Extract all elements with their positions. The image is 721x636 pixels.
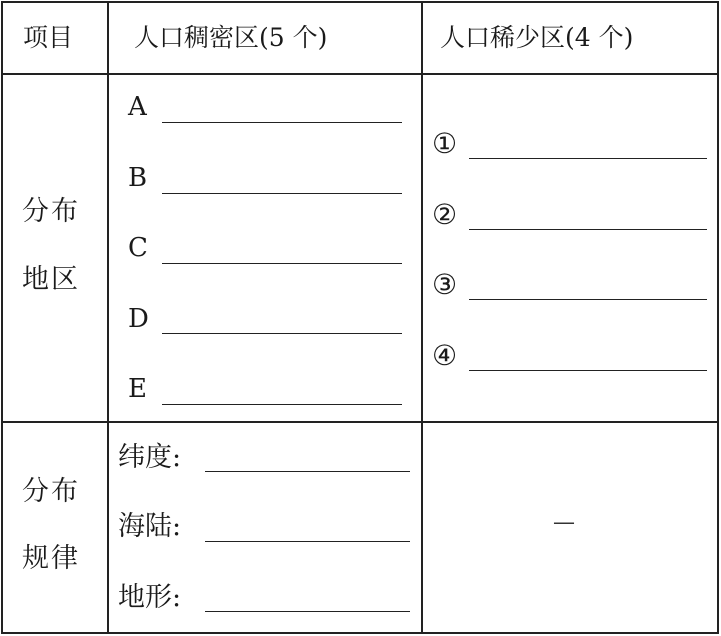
- answer-blank-a[interactable]: [162, 122, 402, 123]
- dense-item-label-a: A: [128, 92, 147, 122]
- sparse-item-label-3: ③: [432, 268, 458, 301]
- rule-label-latitude: 纬度:: [118, 442, 182, 473]
- row-label-distribution: 分布: [22, 196, 80, 227]
- rule-label-terrain: 地形:: [118, 582, 182, 613]
- row-label-distribution-2: 分布: [22, 476, 80, 507]
- answer-blank-latitude[interactable]: [205, 471, 410, 472]
- dense-item-label-c: C: [128, 233, 148, 263]
- answer-blank-3[interactable]: [469, 299, 707, 300]
- sparse-item-label-4: ④: [432, 339, 458, 372]
- column-divider-1: [107, 1, 109, 634]
- sparse-item-label-1: ①: [432, 127, 458, 160]
- row-label-region: 地区: [22, 264, 80, 295]
- row-label-rule: 规律: [22, 543, 80, 574]
- dense-item-label-b: B: [128, 163, 148, 193]
- sparse-rule-cell-dash: —: [553, 510, 575, 535]
- column-divider-2: [421, 1, 423, 634]
- dense-item-label-d: D: [128, 304, 149, 334]
- answer-blank-d[interactable]: [162, 333, 402, 334]
- rule-label-land-sea: 海陆:: [118, 511, 182, 542]
- answer-blank-2[interactable]: [469, 229, 707, 230]
- answer-blank-e[interactable]: [162, 404, 402, 405]
- answer-blank-4[interactable]: [469, 370, 707, 371]
- dense-item-label-e: E: [128, 374, 147, 404]
- header-sparse-regions: 人口稀少区(4 个): [440, 23, 634, 52]
- answer-blank-terrain[interactable]: [205, 611, 410, 612]
- answer-blank-b[interactable]: [162, 193, 402, 194]
- header-dense-regions: 人口稠密区(5 个): [134, 23, 328, 52]
- table-border-left: [1, 1, 3, 634]
- table-border-right: [717, 1, 719, 634]
- answer-blank-land-sea[interactable]: [205, 541, 410, 542]
- answer-blank-1[interactable]: [469, 158, 707, 159]
- header-item: 项目: [23, 23, 74, 52]
- sparse-item-label-2: ②: [432, 198, 458, 231]
- answer-blank-c[interactable]: [162, 263, 402, 264]
